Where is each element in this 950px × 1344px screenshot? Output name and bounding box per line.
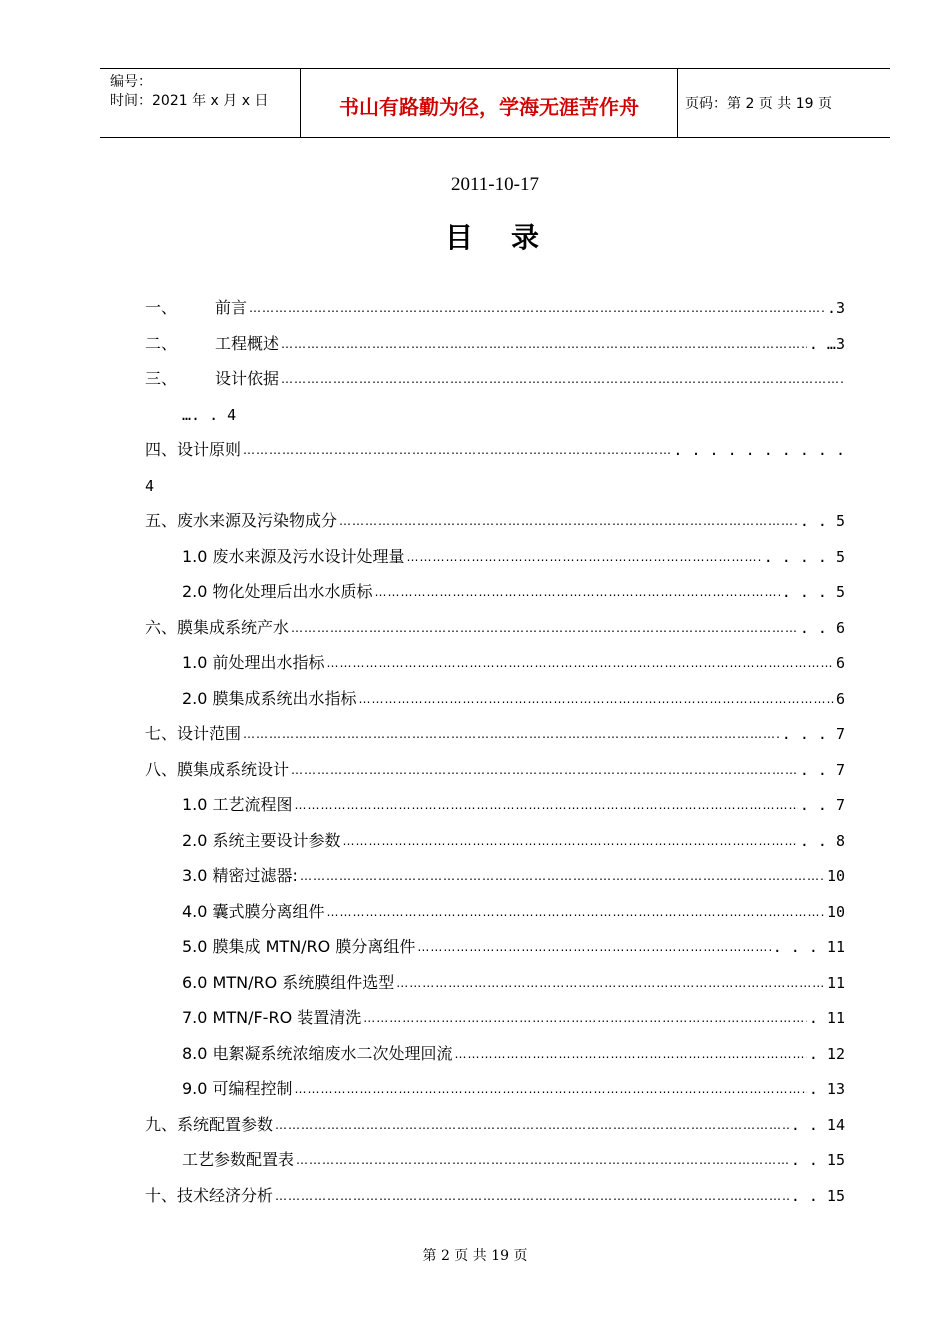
toc-entry[interactable]: [182, 1042, 845, 1066]
toc-entry-page: 10: [826, 867, 845, 885]
toc-entry-title: 7.0 MTN/F-RO 装置清洗: [182, 1008, 362, 1027]
toc-entry-page: . . . 11: [772, 938, 845, 956]
toc-leader-dots: [291, 758, 798, 782]
toc-entry[interactable]: [182, 793, 845, 817]
toc-leader-dots: [300, 864, 825, 888]
toc-entry[interactable]: [145, 438, 845, 462]
toc-leader-dots: [249, 296, 825, 320]
toc-entry[interactable]: [145, 367, 845, 391]
toc-leader-dots: [375, 580, 780, 604]
toc-entry-page: 6: [835, 689, 845, 708]
toc-leader-dots: [296, 1148, 789, 1172]
toc-entry-page: . . . 7: [781, 725, 845, 743]
toc-entry[interactable]: [145, 616, 845, 640]
toc-entry-continuation: [145, 474, 154, 498]
toc-entry[interactable]: [182, 864, 845, 888]
toc-entry-title: 工艺参数配置表: [182, 1150, 295, 1169]
toc-entry-page: . . . . 5: [763, 547, 845, 566]
toc-entry-title: 3.0 精密过滤器:: [182, 866, 298, 885]
toc-entry-title: 6.0 MTN/RO 系统膜组件选型: [182, 972, 395, 992]
toc-entry-page: .3: [826, 299, 845, 317]
toc-entry[interactable]: [145, 722, 845, 746]
toc-leader-dots: [327, 900, 825, 924]
toc-entry-page: . 12: [808, 1044, 845, 1063]
toc-entry-page: 6: [835, 654, 845, 672]
toc-entry[interactable]: [145, 1113, 845, 1137]
toc-entry-page: . . 14: [790, 1115, 845, 1134]
toc-entry-page: 4: [145, 476, 155, 495]
toc-leader-dots: [295, 1077, 807, 1101]
toc-entry-title: 9.0 可编程控制: [182, 1079, 293, 1098]
toc-entry-title: 2.0 膜集成系统出水指标: [182, 688, 357, 708]
toc-leader-dots: [275, 1113, 789, 1137]
motto: 书山有路勤为径，学海无涯苦作舟: [339, 95, 639, 119]
number-label: 编号：: [110, 74, 152, 90]
toc-entry[interactable]: [182, 545, 845, 569]
toc-leader-dots: [281, 332, 807, 356]
header-meta: [100, 69, 300, 137]
toc-entry-title: 4.0 囊式膜分离组件: [182, 901, 325, 921]
toc-entry-title: 八、膜集成系统设计: [145, 759, 290, 779]
toc-entry[interactable]: [182, 580, 845, 604]
toc-entry-page: . 13: [808, 1080, 845, 1098]
toc-leader-dots: [407, 545, 762, 569]
toc-entry[interactable]: [182, 1077, 845, 1101]
toc-title: 目录: [445, 221, 578, 254]
toc-entry-number: 一、: [145, 298, 178, 317]
time-label: 时间：2021 年 x 月 x 日: [110, 93, 269, 109]
toc-entry-title: 1.0 前处理出水指标: [182, 653, 325, 672]
toc-entry[interactable]: [145, 296, 845, 320]
toc-entry-title: 工程概述: [215, 333, 280, 353]
toc-entry-page: . . 15: [790, 1186, 845, 1205]
toc-leader-dots: [243, 438, 671, 462]
toc-entry[interactable]: [182, 829, 845, 853]
toc-entry-page: . . 5: [799, 512, 845, 530]
toc-entry-title: 九、系统配置参数: [145, 1114, 274, 1134]
toc-entry[interactable]: [182, 1148, 845, 1172]
toc-entry-page: 10: [826, 902, 845, 921]
toc-entry[interactable]: [182, 651, 845, 675]
toc-entry-page: . . 8: [799, 831, 845, 850]
toc-entry-title: 设计依据: [215, 369, 280, 388]
header-page-cell: [677, 69, 890, 137]
toc-leader-dots: [396, 971, 825, 995]
toc-entry-page: …. . 4: [182, 405, 237, 424]
toc-entry-page: . . 7: [799, 796, 845, 814]
toc-entry-number: 三、: [145, 369, 178, 388]
toc-leader-dots: [275, 1184, 789, 1208]
toc-entry-page: . . 15: [790, 1151, 845, 1169]
toc-leader-dots: [291, 616, 798, 640]
toc-entry-page: . . 7: [799, 760, 845, 779]
toc-leader-dots: [339, 509, 798, 533]
toc-entry-title: 四、设计原则: [145, 440, 242, 459]
toc-entry-title: 2.0 系统主要设计参数: [182, 830, 341, 850]
toc-leader-dots: [359, 687, 834, 711]
toc-entry-title: 5.0 膜集成 MTN/RO 膜分离组件: [182, 937, 416, 956]
toc-entry-page: . . . . . . . . . .: [673, 441, 845, 459]
toc-entry-page: 11: [826, 973, 845, 992]
toc-entry[interactable]: [145, 1184, 845, 1208]
toc-entry-page: . 11: [808, 1009, 845, 1027]
toc-leader-dots: [327, 651, 834, 675]
toc-entry-title: 1.0 工艺流程图: [182, 795, 293, 814]
toc-entry[interactable]: [145, 332, 845, 356]
toc-entry-title: 六、膜集成系统产水: [145, 617, 290, 637]
toc-entry[interactable]: [182, 900, 845, 924]
page-footer: 第 2 页 共 19 页: [422, 1248, 528, 1264]
toc-entry-page: . . . 5: [781, 583, 845, 601]
toc-entry-title: 8.0 电絮凝系统浓缩废水二次处理回流: [182, 1043, 453, 1063]
toc-entry-page: . …3: [808, 334, 845, 353]
toc-leader-dots: [363, 1006, 807, 1030]
toc-entry[interactable]: [182, 1006, 845, 1030]
toc-entry[interactable]: [182, 687, 845, 711]
toc-entry-continuation: [182, 403, 236, 427]
toc-leader-dots: [417, 935, 770, 959]
toc-leader-dots: [243, 722, 780, 746]
toc-leader-dots: [295, 793, 798, 817]
document-date: 2011-10-17: [451, 174, 539, 195]
toc-entry[interactable]: [145, 509, 845, 533]
page-info: 页码：第 2 页 共 19 页: [685, 96, 832, 112]
toc-entry-title: 十、技术经济分析: [145, 1185, 274, 1205]
page-header: [100, 68, 890, 138]
header-motto-cell: [300, 69, 678, 137]
toc-entry[interactable]: [145, 758, 845, 782]
toc-entry[interactable]: [182, 971, 845, 995]
toc-entry-title: 前言: [215, 298, 248, 317]
toc-entry-page: . . 6: [799, 618, 845, 637]
toc-leader-dots: [281, 367, 843, 391]
toc-entry-title: 五、废水来源及污染物成分: [145, 511, 338, 530]
toc-entry-number: 二、: [145, 333, 178, 353]
toc-entry-title: 2.0 物化处理后出水水质标: [182, 582, 373, 601]
toc-leader-dots: [455, 1042, 807, 1066]
toc-entry[interactable]: [182, 935, 845, 959]
toc-entry-title: 七、设计范围: [145, 724, 242, 743]
toc-entry-title: 1.0 废水来源及污水设计处理量: [182, 546, 405, 566]
toc-leader-dots: [343, 829, 798, 853]
